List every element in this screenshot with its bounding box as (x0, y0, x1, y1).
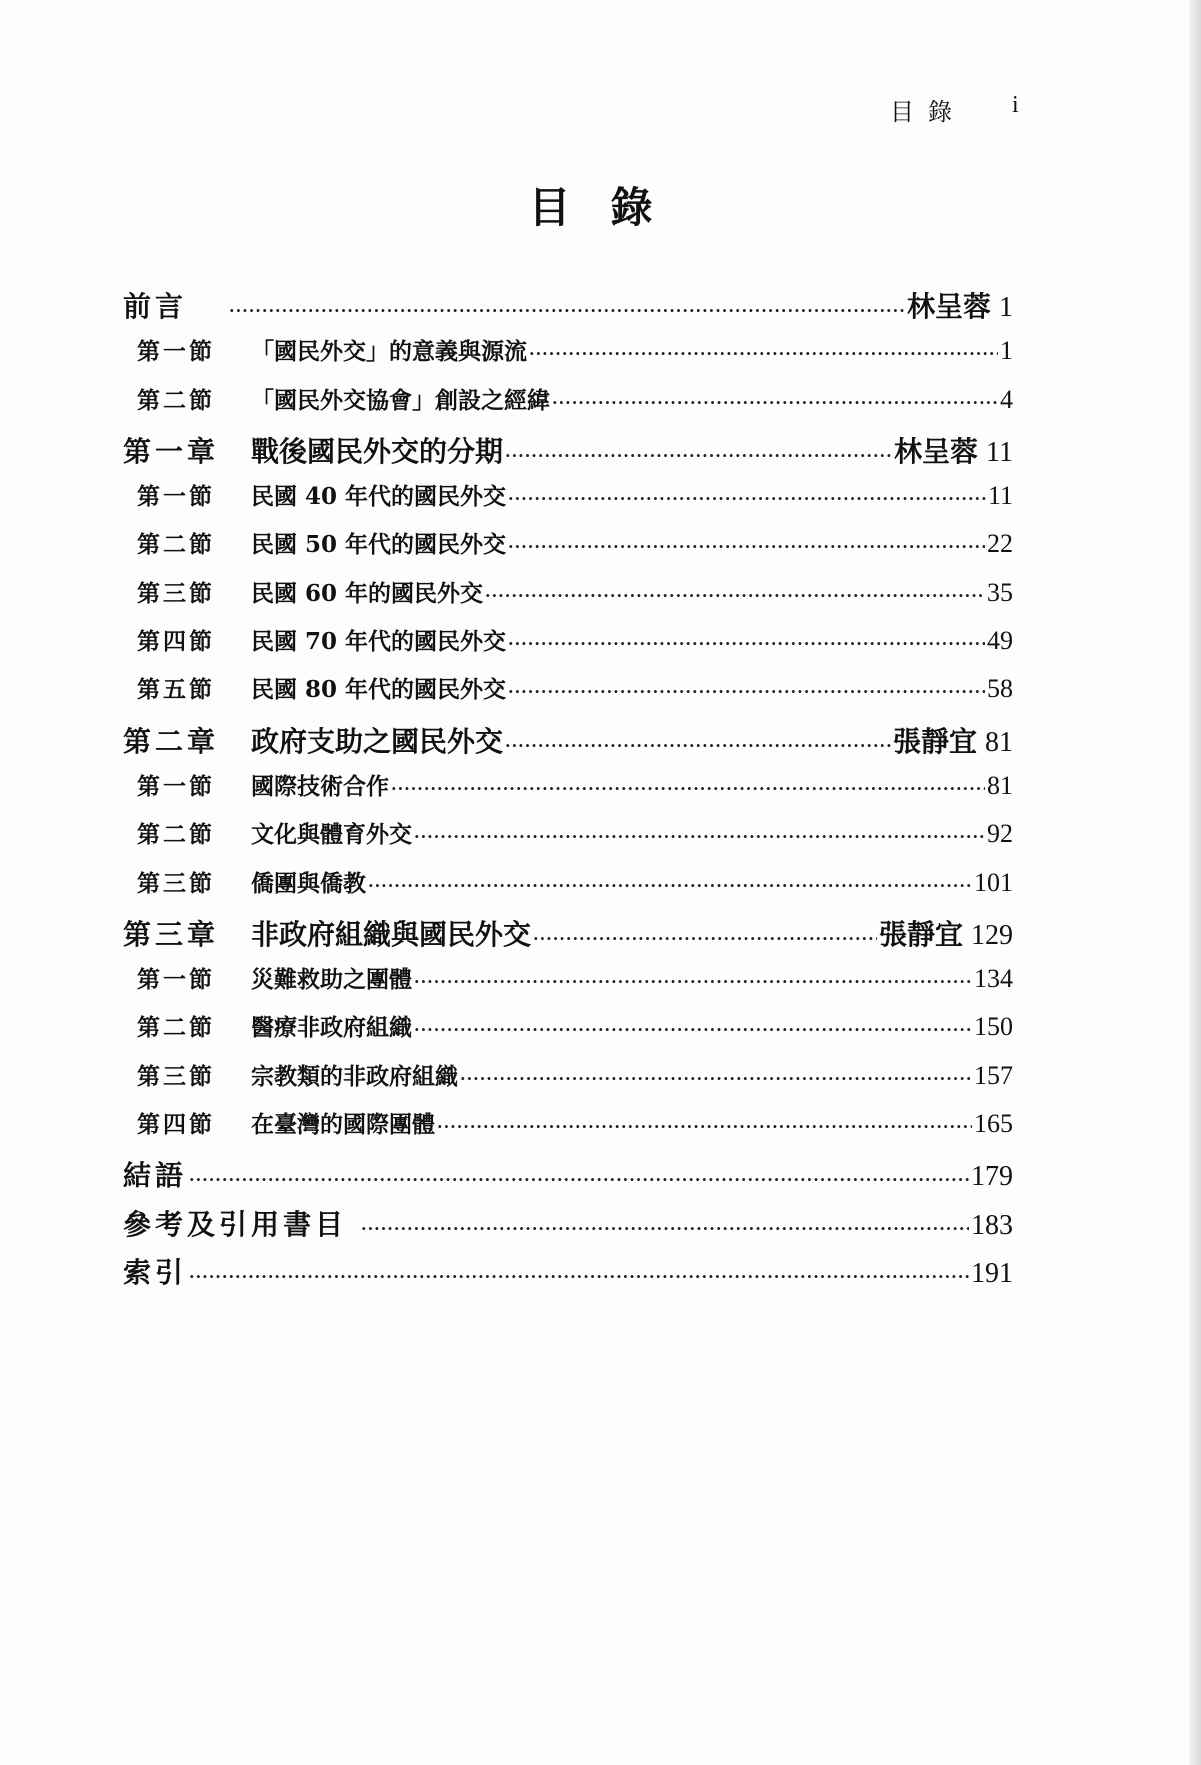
dot-leader (508, 489, 986, 508)
dot-leader (414, 1020, 972, 1039)
toc-entry[interactable] (123, 768, 1013, 816)
toc-entry-title: 民國 40 年代的國民外交 (251, 483, 507, 511)
toc-entry-label: 第一章 (123, 434, 220, 468)
toc-entry-title: 戰後國民外交的分期 (251, 434, 504, 468)
toc-entry-label: 第三章 (123, 917, 220, 951)
toc-entry[interactable] (123, 865, 1013, 913)
toc-entry-title: 政府支助之國民外交 (251, 724, 504, 758)
toc-entry-label: 第二章 (123, 724, 220, 758)
dot-leader (361, 1219, 969, 1238)
toc-entry[interactable] (123, 526, 1013, 574)
toc-entry[interactable] (123, 961, 1013, 1009)
toc-entry[interactable] (123, 1058, 1013, 1106)
toc-entry-page: 134 (974, 964, 1013, 994)
toc-entry-title: 國際技術合作 (251, 772, 389, 800)
toc-entry-page: 1 (999, 292, 1013, 323)
toc-entry-page: 165 (974, 1109, 1013, 1139)
toc-entry[interactable] (123, 720, 1013, 768)
toc-entry-page: 92 (987, 819, 1013, 849)
toc-entry-page: 4 (1000, 384, 1013, 414)
toc-entry[interactable] (123, 1251, 1013, 1299)
dot-leader (368, 876, 972, 895)
toc-entry[interactable] (123, 913, 1013, 961)
dot-leader (529, 344, 998, 363)
dot-leader (414, 827, 985, 846)
toc-entry-title: 在臺灣的國際團體 (251, 1111, 435, 1139)
toc-entry-title: 災難救助之團體 (251, 966, 412, 994)
toc-entry-page: 183 (971, 1209, 1013, 1241)
toc-entry-label: 參考及引用書目 (123, 1207, 348, 1241)
dot-leader (189, 1267, 969, 1286)
toc-entry[interactable] (123, 1203, 1013, 1251)
toc-entry-label: 第一節 (137, 772, 215, 800)
toc-entry-label: 第二節 (137, 821, 215, 849)
dot-leader (505, 736, 891, 755)
dot-leader (229, 301, 905, 320)
toc-entry-label: 索引 (123, 1255, 188, 1289)
toc-entry[interactable] (123, 1154, 1013, 1202)
toc-entry[interactable] (123, 382, 1013, 430)
dot-leader (460, 1069, 972, 1088)
toc-entry-page: 35 (987, 577, 1013, 607)
toc-entry-page: 22 (987, 529, 1013, 559)
running-title: 目錄 (890, 98, 966, 126)
dot-leader (414, 972, 972, 991)
toc-entry-title: 文化與體育外交 (251, 821, 412, 849)
toc-entry-label: 第三節 (137, 579, 215, 607)
toc-entry-label: 第五節 (137, 676, 215, 704)
toc-entry-page: 1 (1000, 336, 1013, 366)
toc-entry-title: 宗教類的非政府組織 (251, 1062, 458, 1090)
toc-entry-label: 第四節 (137, 1111, 215, 1139)
toc-entry-label: 第四節 (137, 628, 215, 656)
toc-entry-page: 150 (974, 1012, 1013, 1042)
toc-entry-title: 醫療非政府組織 (251, 1014, 412, 1042)
toc-entry-title: 「國民外交協會」創設之經緯 (251, 386, 550, 414)
toc-entry-title: 民國 70 年代的國民外交 (251, 628, 507, 656)
dot-leader (508, 682, 985, 701)
toc-entry-page: 101 (974, 867, 1013, 897)
toc-entry[interactable] (123, 671, 1013, 719)
running-head (890, 92, 1019, 127)
dot-leader (391, 779, 985, 798)
toc-entry-author: 張靜宜 (892, 724, 977, 758)
toc-entry-page: 11 (986, 436, 1013, 468)
toc-entry-page: 81 (985, 726, 1013, 758)
toc-entry-label: 第二節 (137, 1014, 215, 1042)
toc-entry-title: 非政府組織與國民外交 (251, 917, 532, 951)
dot-leader (505, 446, 892, 465)
dot-leader (189, 1170, 969, 1189)
toc-entry[interactable] (123, 1106, 1013, 1154)
toc-entry-page: 129 (971, 919, 1013, 951)
toc-entry-title: 「國民外交」的意義與源流 (251, 338, 527, 366)
toc-entry-title: 民國 50 年代的國民外交 (251, 531, 507, 559)
dot-leader (437, 1117, 972, 1136)
toc-entry-title: 民國 80 年代的國民外交 (251, 676, 507, 704)
toc-entry[interactable] (123, 430, 1013, 478)
toc-entry-author: 林呈蓉 (894, 434, 979, 468)
toc-entry-label: 第一節 (137, 966, 215, 994)
toc-entry-label: 第二節 (137, 531, 215, 559)
toc-entry-page: 157 (974, 1060, 1013, 1090)
toc-entry-label: 第三節 (137, 1062, 215, 1090)
toc-entry-label: 前言 (123, 290, 188, 323)
toc-entry-title: 僑團與僑教 (251, 869, 366, 897)
dot-leader (485, 586, 985, 605)
toc-entry-page: 191 (971, 1257, 1013, 1289)
toc-entry-author: 林呈蓉 (906, 290, 991, 323)
dot-leader (552, 393, 998, 412)
page-title: 目錄 (528, 183, 693, 232)
toc-entry-title: 民國 60 年的國民外交 (251, 579, 484, 607)
toc-entry[interactable] (123, 478, 1013, 526)
page-edge (1189, 0, 1201, 1765)
toc-entry-label: 第一節 (137, 338, 215, 366)
dot-leader (508, 537, 985, 556)
dot-leader (533, 929, 877, 948)
toc-entry[interactable] (123, 285, 1013, 333)
toc-entry[interactable] (123, 816, 1013, 864)
toc-entry-label: 第二節 (137, 386, 215, 414)
toc-entry-page: 81 (987, 770, 1013, 800)
toc-entry-label: 結語 (123, 1159, 188, 1193)
toc-entry-label: 第三節 (137, 869, 215, 897)
toc-entry-page: 49 (987, 626, 1013, 656)
toc-entry-author: 張靜宜 (878, 917, 963, 951)
toc-entry-page: 58 (987, 674, 1013, 704)
toc-entry[interactable] (123, 333, 1013, 381)
table-of-contents (123, 285, 1013, 1299)
page-number: i (1012, 92, 1019, 118)
toc-entry-page: 179 (971, 1161, 1013, 1193)
dot-leader (508, 634, 985, 653)
toc-entry-page: 11 (987, 481, 1013, 511)
toc-entry[interactable] (123, 1009, 1013, 1057)
toc-entry-label: 第一節 (137, 483, 215, 511)
toc-entry[interactable] (123, 623, 1013, 671)
toc-entry[interactable] (123, 575, 1013, 623)
